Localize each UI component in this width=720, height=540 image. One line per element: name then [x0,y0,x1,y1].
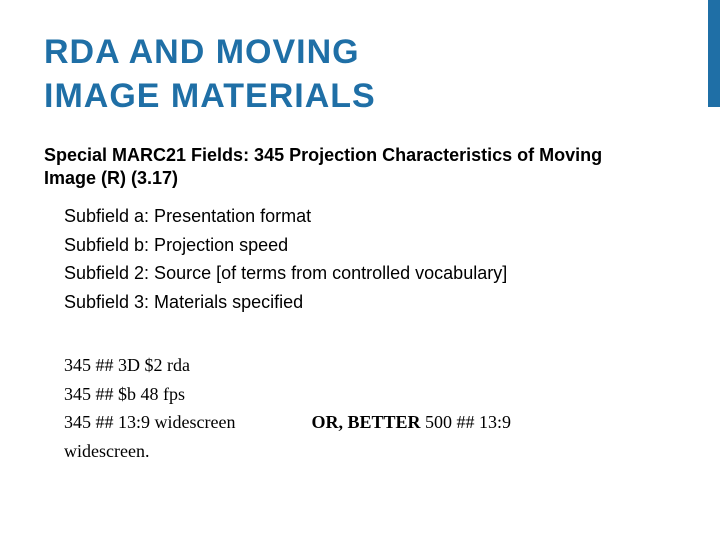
subfield-b: Subfield b: Projection speed [64,234,289,255]
accent-bar [708,0,720,107]
example-emphasis: OR, BETTER [311,412,421,432]
subfield-a: Subfield a: Presentation format [64,206,312,226]
section-heading: Special MARC21 Fields: 345 Projection Characteristics of Moving Image (R) (3.17) [44,145,603,188]
title-line-2: IMAGE MATERIALS [44,77,376,115]
subfield-2: Subfield 2: Source [of terms from controlled vocabulary] [64,263,508,283]
example-line-3-left: 345 ## 13:9 widescreen [64,412,236,432]
subfield-list [64,202,664,316]
subfield-3: Subfield 3: Materials specified [64,291,304,312]
example-line-1: 345 ## 3D $2 rda [64,355,190,375]
example-line-3 [64,408,664,437]
example-line-3-right: 500 ## 13:9 [420,412,512,432]
example-line-4: widescreen. [64,440,150,461]
example-line-2: 345 ## $b 48 fps [64,383,185,404]
example-list [64,351,664,465]
slide-title [44,30,684,118]
title-line-1: RDA AND MOVING [44,33,360,71]
